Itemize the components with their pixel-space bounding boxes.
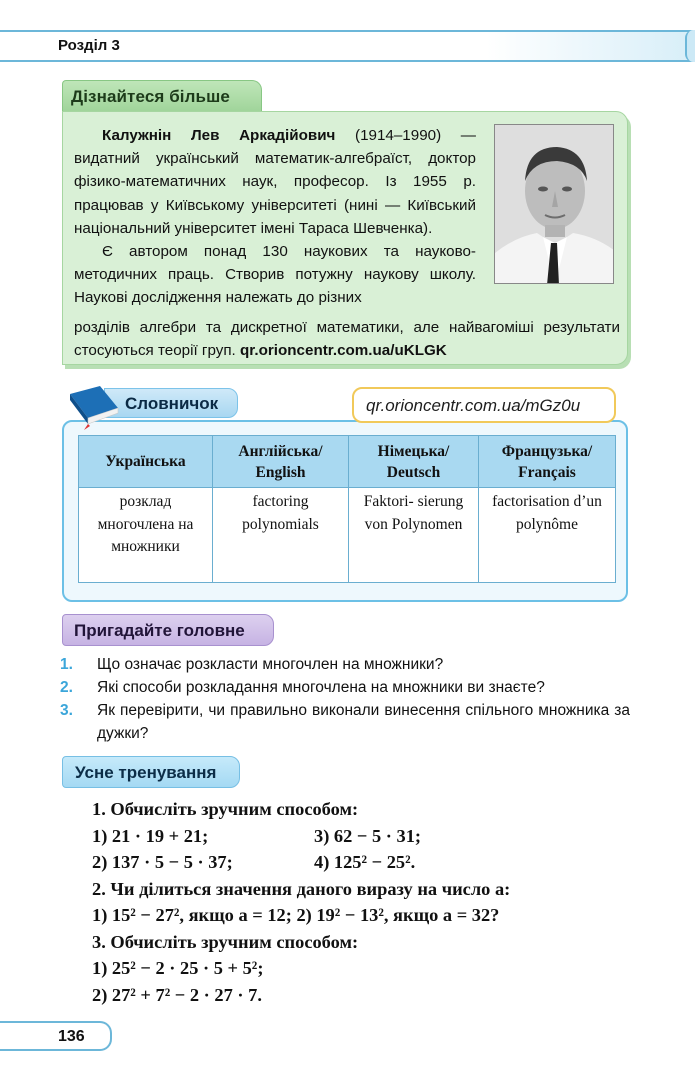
training-tasks bbox=[92, 796, 652, 1008]
question-text: Як перевірити, чи правильно виконали винесення спільного множника за дужки? bbox=[97, 702, 630, 742]
dictionary-table bbox=[78, 435, 616, 583]
cell-english: factoring polynomials bbox=[213, 488, 349, 583]
task-1-c: 2) 137 · 5 − 5 · 37; bbox=[92, 852, 233, 872]
learn-more-wide-text bbox=[74, 316, 620, 362]
task-1-row-1 bbox=[92, 823, 652, 850]
remember-tab: Пригадайте головне bbox=[62, 614, 274, 646]
task-1-row-2 bbox=[92, 849, 652, 876]
page-number: 136 bbox=[0, 1021, 112, 1051]
book-icon bbox=[64, 380, 124, 430]
training-tab: Усне тренування bbox=[62, 756, 240, 788]
portrait-photo bbox=[494, 124, 614, 284]
col-english: Англійська/ English bbox=[213, 436, 349, 488]
question-list bbox=[60, 653, 630, 745]
list-item bbox=[60, 699, 630, 745]
learn-more-tab: Дізнайтеся більше bbox=[62, 80, 262, 112]
person-years: (1914–1990) — bbox=[335, 127, 476, 144]
list-item bbox=[60, 653, 630, 676]
learn-more-text bbox=[74, 124, 476, 310]
header-cap bbox=[685, 30, 695, 62]
cell-german: Faktori- sierung von Polynomen bbox=[349, 488, 479, 583]
col-german: Німецька/ Deutsch bbox=[349, 436, 479, 488]
task-3-b: 2) 27² + 7² − 2 · 27 · 7. bbox=[92, 984, 262, 1005]
table-row bbox=[79, 488, 616, 583]
table-header-row bbox=[79, 436, 616, 488]
question-number: 2. bbox=[60, 679, 73, 696]
task-2-title: 2. Чи ділиться значення даного виразу на число a: bbox=[92, 878, 511, 899]
task-2-a: 1) 15² − 27², якщо a = 12; 2) 19² − 13², якщо a = 32? bbox=[92, 905, 500, 925]
task-1-b: 3) 62 − 5 · 31; bbox=[314, 825, 422, 846]
cell-french: factorisation d’un polynôme bbox=[479, 488, 616, 583]
list-item bbox=[60, 676, 630, 699]
task-3-title: 3. Обчисліть зручним способом: bbox=[92, 931, 359, 952]
question-text: Що означає розкласти многочлен на множники? bbox=[97, 656, 444, 673]
dictionary-tab: Словничок bbox=[104, 388, 238, 418]
qr-link-1[interactable]: qr.orioncentr.com.ua/uKLGK bbox=[240, 342, 447, 360]
col-french: Французька/ Français bbox=[479, 436, 616, 488]
col-ukrainian: Українська bbox=[79, 436, 213, 488]
question-text: Які способи розкладання многочлена на множники ви знаєте? bbox=[97, 679, 545, 696]
question-number: 3. bbox=[60, 702, 73, 719]
bio-text: видатний український математик-алгебраїст, доктор фізико-математичних наук, професор. Із 1955 р. працював у Київському університеті (нині — Київський національний університет імені Тараса Шевченка). bbox=[74, 150, 476, 237]
task-1-title: 1. Обчисліть зручним способом: bbox=[92, 799, 359, 819]
question-number: 1. bbox=[60, 656, 73, 673]
cell-ukrainian: розклад многочлена на множники bbox=[79, 488, 213, 583]
person-name: Калужнін Лев Аркадійович bbox=[102, 127, 336, 144]
task-3-a: 1) 25² − 2 · 25 · 5 + 5²; bbox=[92, 958, 264, 978]
research-text: розділів алгебри та дискретної математики, але найвагоміші результати стосуються теорії груп. bbox=[74, 319, 620, 360]
section-title: Розділ 3 bbox=[58, 37, 120, 54]
task-1-d: 4) 125² − 25². bbox=[314, 852, 416, 872]
works-text: Є автором понад 130 наукових та науково-методичних праць. Створив потужну наукову школу. Наукові дослідження належать до різних bbox=[74, 243, 476, 307]
task-1-a: 1) 21 · 19 + 21; bbox=[92, 825, 209, 846]
qr-link-2[interactable]: qr.orioncentr.com.ua/mGz0u bbox=[352, 387, 616, 423]
page-header bbox=[0, 30, 695, 62]
